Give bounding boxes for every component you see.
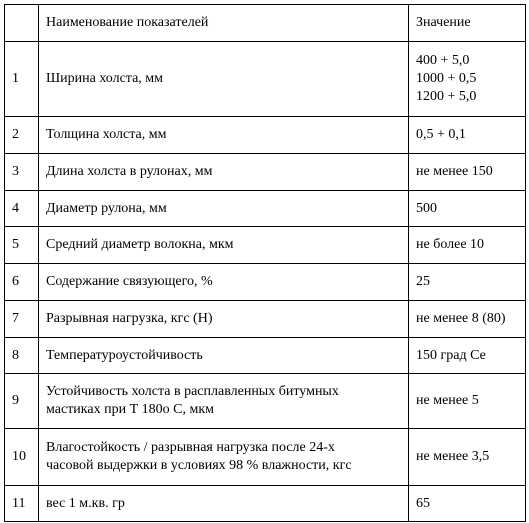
- row-name-line: Длина холста в рулонах, мм: [46, 164, 213, 179]
- table-row: [5, 117, 526, 154]
- row-name-cell: [39, 374, 409, 429]
- row-name-cell: [39, 338, 409, 374]
- row-name-line: Средний диаметр волокна, мкм: [46, 237, 234, 252]
- row-value-cell: [409, 374, 526, 429]
- row-num-cell: 5: [5, 227, 39, 264]
- row-num-cell: 8: [5, 338, 39, 374]
- header-row: [5, 5, 526, 42]
- table-row: [5, 301, 526, 338]
- row-num-cell: 3: [5, 154, 39, 191]
- row-value-cell: [409, 227, 526, 264]
- row-value-line: 25: [416, 274, 430, 289]
- row-value-cell: [409, 429, 526, 486]
- row-value-line: не менее 3,5: [416, 449, 490, 464]
- row-value-line: не менее 150: [416, 164, 493, 179]
- row-name-line: Температуроустойчивость: [46, 347, 203, 363]
- table-row: [5, 154, 526, 191]
- row-name-cell: [39, 154, 409, 191]
- row-name-cell: [39, 301, 409, 338]
- row-name-line: Диаметр рулона, мм: [46, 200, 167, 216]
- row-name-line: Разрывная нагрузка, кгс (Н): [46, 311, 213, 326]
- table-row: [5, 374, 526, 429]
- row-value-line: не менее 5: [416, 393, 479, 408]
- row-name-cell: [39, 486, 409, 522]
- header-num-cell: [5, 5, 39, 42]
- table-row: [5, 42, 526, 117]
- row-name-cell: [39, 191, 409, 227]
- row-name-cell: [39, 117, 409, 154]
- row-value-cell: [409, 338, 526, 374]
- row-name-line: мастиках при Т 180о С, мкм: [46, 402, 214, 417]
- row-name-cell: [39, 264, 409, 301]
- table-row: [5, 191, 526, 227]
- row-value-line: 1000 + 0,5: [416, 71, 477, 86]
- row-value-cell: [409, 301, 526, 338]
- row-name-line: часовой выдержки в условиях 98 % влажности, кгс: [46, 458, 352, 473]
- row-value-line: 500: [416, 200, 437, 216]
- row-name-cell: [39, 227, 409, 264]
- header-value-cell: Значение: [409, 5, 526, 42]
- row-num-cell: 2: [5, 117, 39, 154]
- row-num-cell: 10: [5, 429, 39, 486]
- row-value-line: 1200 + 5,0: [416, 89, 477, 104]
- row-num-cell: 7: [5, 301, 39, 338]
- table-row: [5, 227, 526, 264]
- table-row: [5, 486, 526, 522]
- table-row: [5, 264, 526, 301]
- row-name-line: вес 1 м.кв. гр: [46, 495, 125, 511]
- row-value-line: 400 + 5,0: [416, 53, 470, 68]
- header-name-cell: Наименование показателей: [39, 5, 409, 42]
- row-name-line: Ширина холста, мм: [46, 71, 164, 86]
- row-value-line: не более 10: [416, 237, 485, 252]
- row-name-line: Толщина холста, мм: [46, 127, 167, 142]
- table-row: [5, 338, 526, 374]
- table-row: [5, 429, 526, 486]
- row-name-cell: [39, 429, 409, 486]
- row-value-line: 65: [416, 495, 430, 511]
- row-num-cell: 9: [5, 374, 39, 429]
- row-name-line: Содержание связующего, %: [46, 274, 213, 289]
- row-value-cell: [409, 154, 526, 191]
- row-value-line: 150 град Се: [416, 347, 486, 363]
- row-value-cell: [409, 486, 526, 522]
- row-name-line: Влагостойкость / разрывная нагрузка после 24-х: [46, 440, 335, 455]
- row-value-cell: [409, 42, 526, 117]
- properties-table: [4, 4, 526, 522]
- row-name-cell: [39, 42, 409, 117]
- row-num-cell: 4: [5, 191, 39, 227]
- row-num-cell: 1: [5, 42, 39, 117]
- row-value-cell: [409, 264, 526, 301]
- row-value-line: 0,5 + 0,1: [416, 127, 466, 142]
- row-value-line: не менее 8 (80): [416, 311, 506, 326]
- row-value-cell: [409, 117, 526, 154]
- row-value-cell: [409, 191, 526, 227]
- row-num-cell: 11: [5, 486, 39, 522]
- row-num-cell: 6: [5, 264, 39, 301]
- row-name-line: Устойчивость холста в расплавленных битумных: [46, 384, 339, 399]
